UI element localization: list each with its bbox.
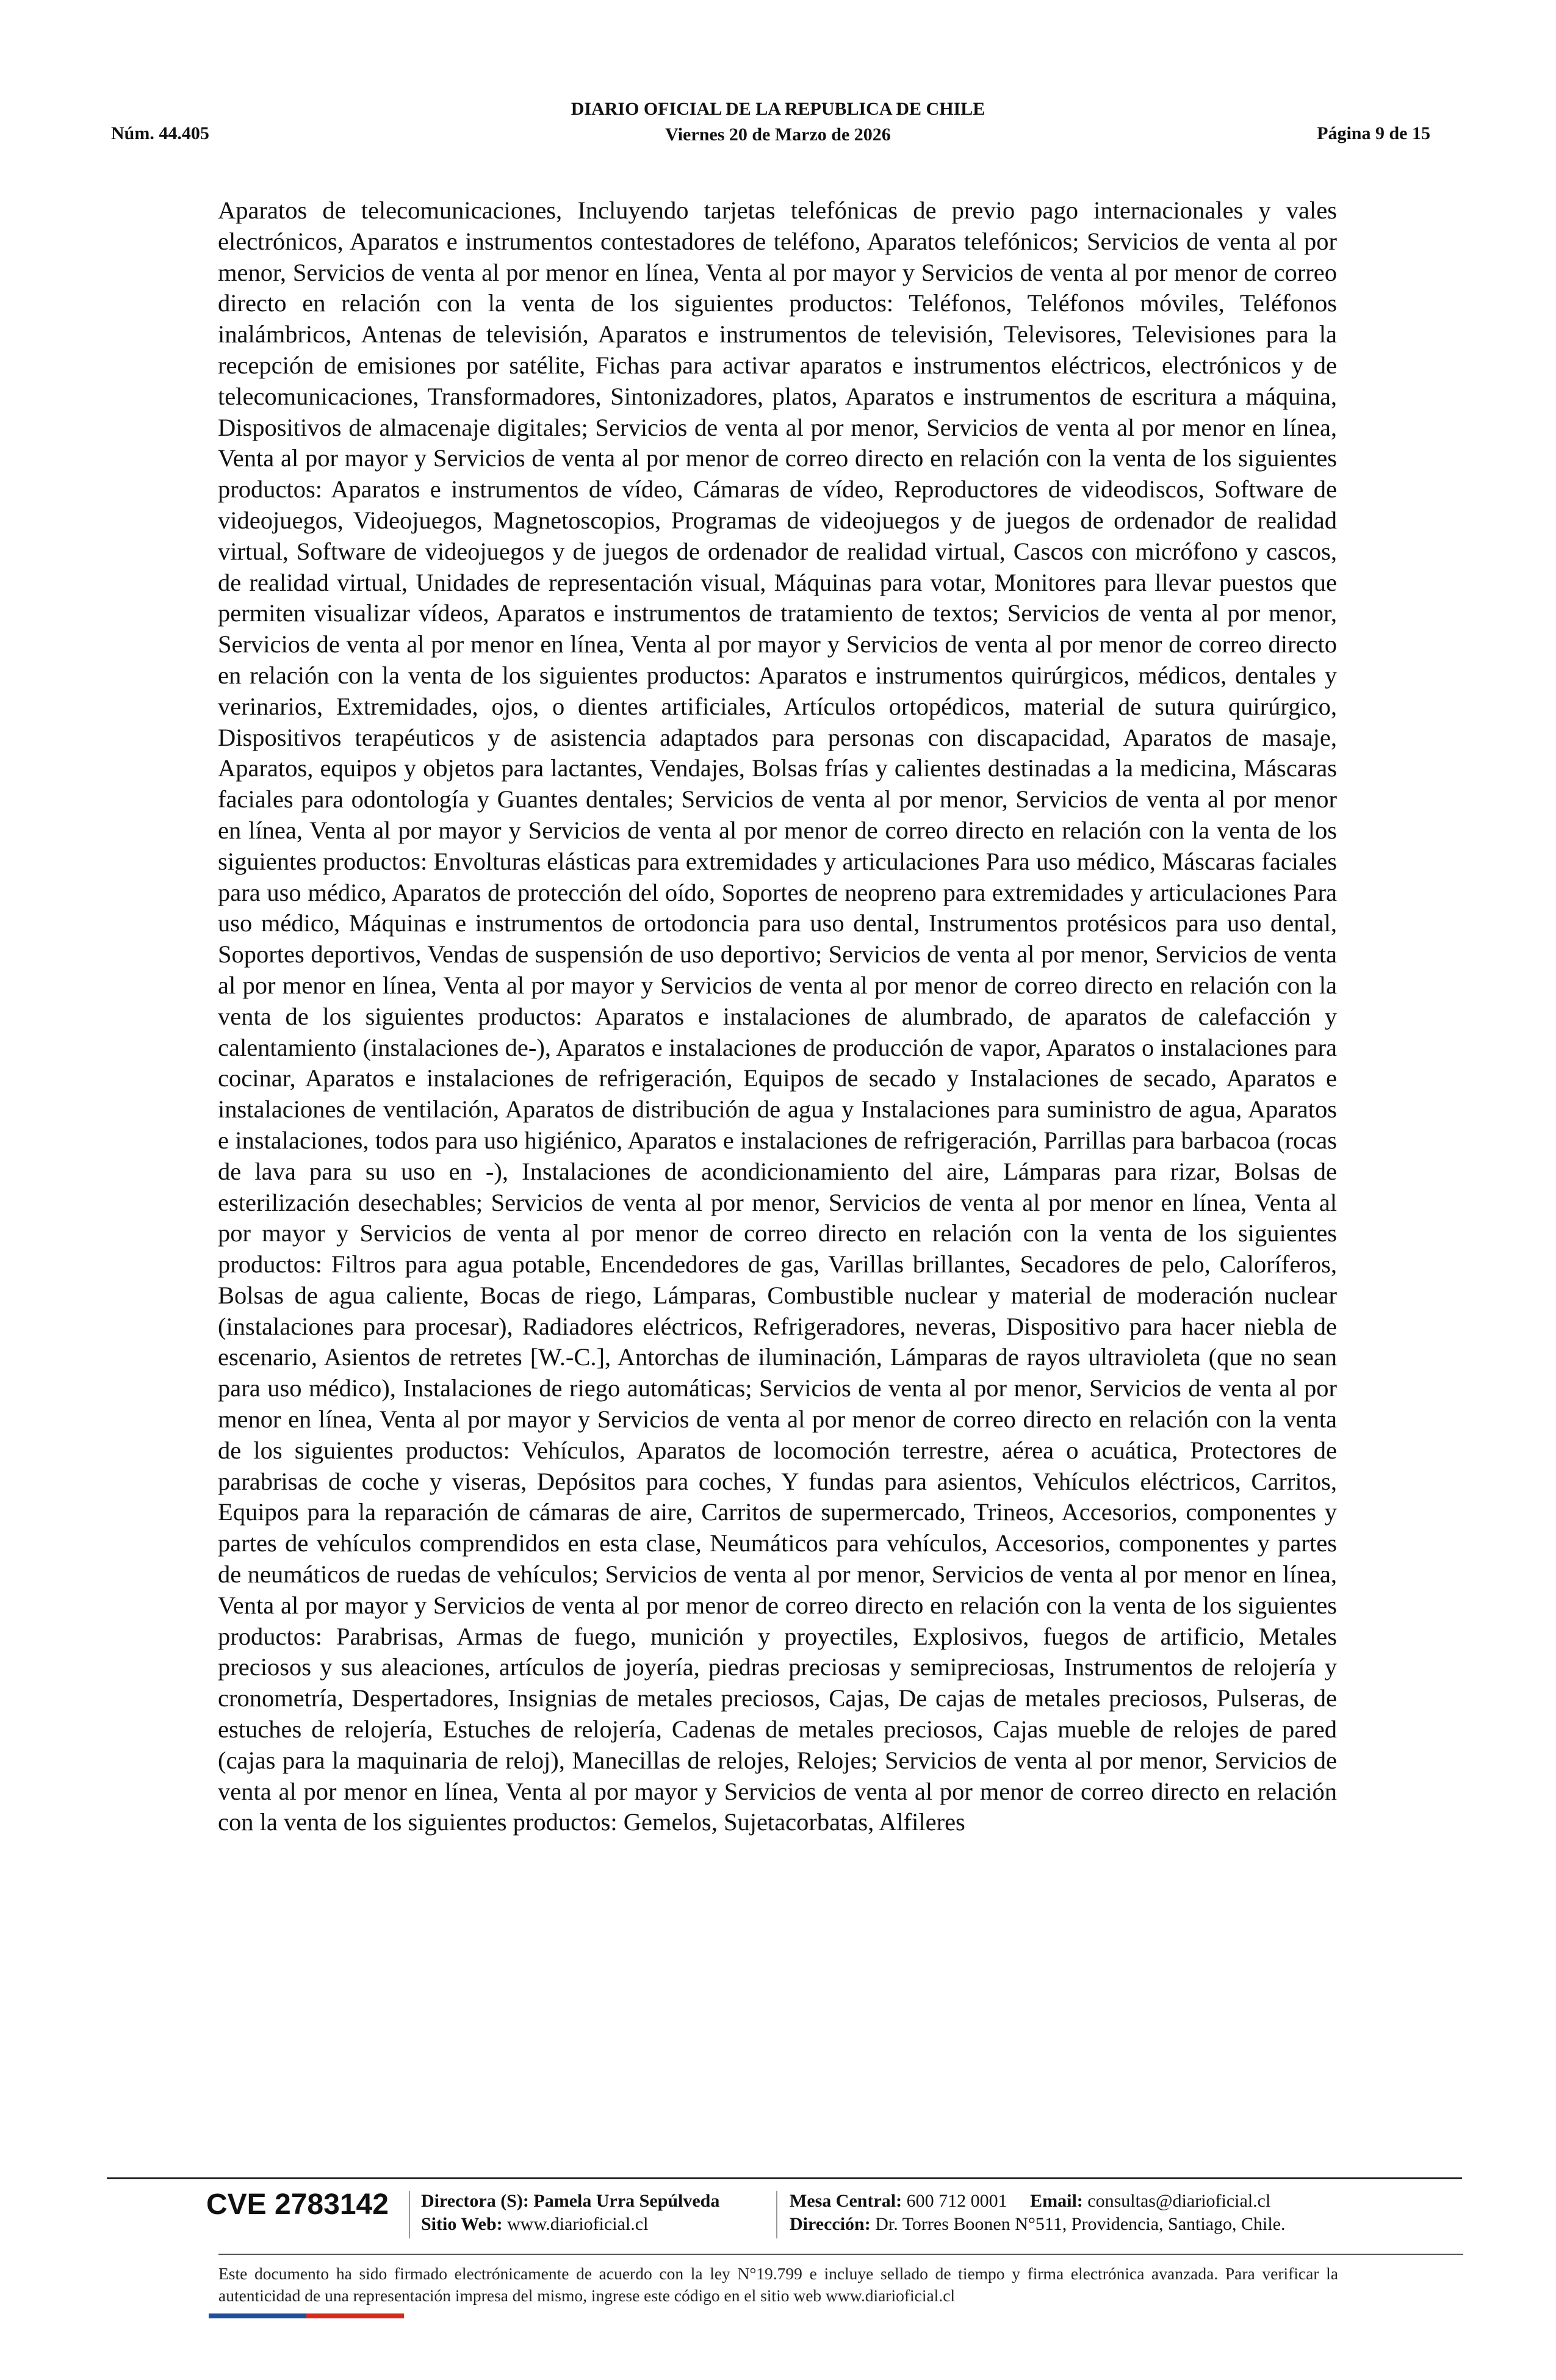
page-number: Página 9 de 15 — [1317, 123, 1430, 143]
journal-title: DIARIO OFICIAL DE LA REPUBLICA DE CHILE — [571, 99, 985, 119]
website-label: Sitio Web: — [421, 2214, 503, 2234]
director-name: Pamela Urra Sepúlveda — [533, 2191, 720, 2211]
footer-contact-block — [790, 2190, 1286, 2236]
email-label: Email: — [1030, 2191, 1083, 2211]
footer-separator — [409, 2191, 410, 2238]
issue-date: Viernes 20 de Marzo de 2026 — [665, 124, 891, 145]
director-label: Directora (S): — [421, 2191, 529, 2211]
footer-divider — [218, 2254, 1463, 2255]
legal-notice: Este documento ha sido firmado electrónicamente de acuerdo con la ley N°19.799 e incluye sellado de tiempo y firma electrónica avanzada. Para verificar la autenticidad de una representación impresa del mismo, ingrese este código en el sitio web www.diarioficial.cl — [218, 2264, 1338, 2305]
footer-separator — [776, 2191, 777, 2238]
address-label: Dirección: — [790, 2214, 871, 2234]
flag-stripe-red — [306, 2313, 404, 2318]
address-value: Dr. Torres Boonen N°511, Providencia, Santiago, Chile. — [875, 2214, 1286, 2234]
footer-director-block — [421, 2190, 719, 2236]
phone-label: Mesa Central: — [790, 2191, 902, 2211]
footer-divider — [107, 2177, 1462, 2179]
issue-number: Núm. 44.405 — [111, 123, 209, 143]
flag-stripe-blue — [209, 2313, 306, 2318]
document-body: Aparatos de telecomunicaciones, Incluyendo tarjetas telefónicas de previo pago internacionales y vales electrónicos, Aparatos e instrumentos contestadores de teléfono, Aparatos telefónicos; Servicios de venta al por menor, Servicios de venta al por menor en línea, Venta al por mayor y Servicios de venta al por menor de correo directo en relación con la venta de los siguientes productos: Teléfonos, Teléfonos móviles, Teléfonos inalámbricos, Antenas de televisión, Aparatos e instrumentos de televisión, Televisores, Televisiones para la recepción de emisiones por satélite, Fichas para activar aparatos e instrumentos eléctricos, electrónicos y de telecomunicaciones, Transformadores, Sintonizadores, platos, Aparatos e instrumentos de escritura a máquina, Dispositivos de almacenaje digitales; Servicios de venta al por menor, Servicios de venta al por menor en línea, Venta al por mayor y Servicios de venta al por menor de correo directo en relación con la venta de los siguientes productos: Aparatos e instrumentos de vídeo, Cámaras de vídeo, Reproductores de videodiscos, Software de videojuegos, Videojuegos, Magnetoscopios, Programas de videojuegos y de juegos de ordenador de realidad virtual, Software de videojuegos y de juegos de ordenador de realidad virtual, Cascos con micrófono y cascos, de realidad virtual, Unidades de representación visual, Máquinas para votar, Monitores para llevar puestos que permiten visualizar vídeos, Aparatos e instrumentos de tratamiento de textos; Servicios de venta al por menor, Servicios de venta al por menor en línea, Venta al por mayor y Servicios de venta al por menor de correo directo en relación con la venta de los siguientes productos: Aparatos e instrumentos quirúrgicos, médicos, dentales y verinarios, Extremidades, ojos, o dientes artificiales, Artículos ortopédicos, material de sutura quirúrgico, Dispositivos terapéuticos y de asistencia adaptados para personas con discapacidad, Aparatos de masaje, Aparatos, equipos y objetos para lactantes, Vendajes, Bolsas frías y calientes destinadas a la medicina, Máscaras faciales para odontología y Guantes dentales; Servicios de venta al por menor, Servicios de venta al por menor en línea, Venta al por mayor y Servicios de venta al por menor de correo directo en relación con la venta de los siguientes productos: Envolturas elásticas para extremidades y articulaciones Para uso médico, Máscaras faciales para uso médico, Aparatos de protección del oído, Soportes de neopreno para extremidades y articulaciones Para uso médico, Máquinas e instrumentos de ortodoncia para uso dental, Instrumentos protésicos para uso dental, Soportes deportivos, Vendas de suspensión de uso deportivo; Servicios de venta al por menor, Servicios de venta al por menor en línea, Venta al por mayor y Servicios de venta al por menor de correo directo en relación con la venta de los siguientes productos: Aparatos e instalaciones de alumbrado, de aparatos de calefacción y calentamiento (instalaciones de-), Aparatos e instalaciones de producción de vapor, Aparatos o instalaciones para cocinar, Aparatos e instalaciones de refrigeración, Equipos de secado y Instalaciones de secado, Aparatos e instalaciones de ventilación, Aparatos de distribución de agua y Instalaciones para suministro de agua, Aparatos e instalaciones, todos para uso higiénico, Aparatos e instalaciones de refrigeración, Parrillas para barbacoa (rocas de lava para su uso en -), Instalaciones de acondicionamiento del aire, Lámparas para rizar, Bolsas de esterilización desechables; Servicios de venta al por menor, Servicios de venta al por menor en línea, Venta al por mayor y Servicios de venta al por menor de correo directo en relación con la venta de los siguientes productos: Filtros para agua potable, Encendedores de gas, Varillas brillantes, Secadores de pelo, Caloríferos, Bolsas de agua caliente, Bocas de riego, Lámparas, Combustible nuclear y material de moderación nuclear (instalaciones para procesar), Radiadores eléctricos, Refrigeradores, neveras, Dispositivo para hacer niebla de escenario, Asientos de retretes [W.-C.], Antorchas de iluminación, Lámparas de rayos ultravioleta (que no sean para uso médico), Instalaciones de riego automáticas; Servicios de venta al por menor, Servicios de venta al por menor en línea, Venta al por mayor y Servicios de venta al por menor de correo directo en relación con la venta de los siguientes productos: Vehículos, Aparatos de locomoción terrestre, aérea o acuática, Protectores de parabrisas de coche y viseras, Depósitos para coches, Y fundas para asientos, Vehículos eléctricos, Carritos, Equipos para la reparación de cámaras de aire, Carritos de supermercado, Trineos, Accesorios, componentes y partes de vehículos comprendidos en esta clase, Neumáticos para vehículos, Accesorios, componentes y partes de neumáticos de ruedas de vehículos; Servicios de venta al por menor, Servicios de venta al por menor en línea, Venta al por mayor y Servicios de venta al por menor de correo directo en relación con la venta de los siguientes productos: Parabrisas, Armas de fuego, munición y proyectiles, Explosivos, fuegos de artificio, Metales preciosos y sus aleaciones, artículos de joyería, piedras preciosas y semipreciosas, Instrumentos de relojería y cronometría, Despertadores, Insignias de metales preciosos, Cajas, De cajas de metales preciosos, Pulseras, de estuches de relojería, Estuches de relojería, Cadenas de metales preciosos, Cajas mueble de relojes de pared (cajas para la maquinaria de reloj), Manecillas de relojes, Relojes; Servicios de venta al por menor, Servicios de venta al por menor en línea, Venta al por mayor y Servicios de venta al por menor de correo directo en relación con la venta de los siguientes productos: Gemelos, Sujetacorbatas, Alfileres — [218, 197, 1337, 1836]
email-link[interactable]: consultas@diarioficial.cl — [1087, 2191, 1271, 2211]
phone-value: 600 712 0001 — [906, 2191, 1007, 2211]
website-link[interactable]: www.diarioficial.cl — [507, 2214, 649, 2234]
cve-code: CVE 2783142 — [206, 2188, 389, 2221]
